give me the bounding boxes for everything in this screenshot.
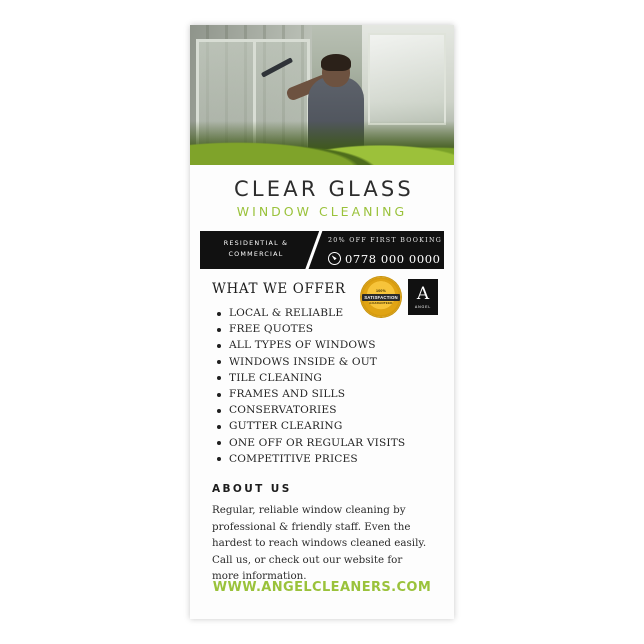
seal-top-text: 100% [376,289,386,293]
list-item: LOCAL & RELIABLE [216,305,432,321]
list-item: COMPETITIVE PRICES [216,451,432,467]
service-type-line1: RESIDENTIAL & [223,239,289,247]
service-type-label [210,238,302,260]
list-item: FREE QUOTES [216,321,432,337]
list-item: ALL TYPES OF WINDOWS [216,337,432,353]
photo-foliage [190,121,454,165]
offer-list [212,305,432,467]
phone-number[interactable] [328,250,441,266]
offer-heading: WHAT WE OFFER [212,281,346,297]
seal-bottom-text: GUARANTEED [369,301,393,305]
logo-word: ANGEL [414,304,432,309]
contact-bar [200,231,444,269]
seal-mid-text: SATISFACTION [364,294,398,300]
list-item: TILE CLEANING [216,370,432,386]
brand-title-block [190,165,454,225]
list-item: FRAMES AND SILLS [216,386,432,402]
bar-divider [303,231,324,269]
list-item: ONE OFF OR REGULAR VISITS [216,435,432,451]
phone-number-text: 0778 000 0000 [345,252,441,266]
brand-subtitle: WINDOW CLEANING [236,204,408,219]
card-body [190,269,454,585]
photo-person-hair [321,54,351,71]
list-item: WINDOWS INSIDE & OUT [216,354,432,370]
list-item: GUTTER CLEARING [216,418,432,434]
about-text: Regular, reliable window cleaning by professional & friendly staff. Even the hardest to reach windows cleaned easily. Call us, or check out our website for more information. [212,504,427,583]
service-type-line2: COMMERCIAL [228,250,284,258]
rack-card [190,25,454,619]
phone-icon [328,252,341,265]
logo-letter: A [416,283,430,304]
website-url[interactable]: WWW.ANGELCLEANERS.COM [212,580,432,595]
photo-right-glass [368,33,446,125]
window-cleaner-photo [190,25,454,165]
brand-name: CLEAR GLASS [234,177,414,201]
list-item: CONSERVATORIES [216,402,432,418]
offer-text: 20% OFF FIRST BOOKING [328,237,443,244]
about-heading: ABOUT US [212,483,292,496]
